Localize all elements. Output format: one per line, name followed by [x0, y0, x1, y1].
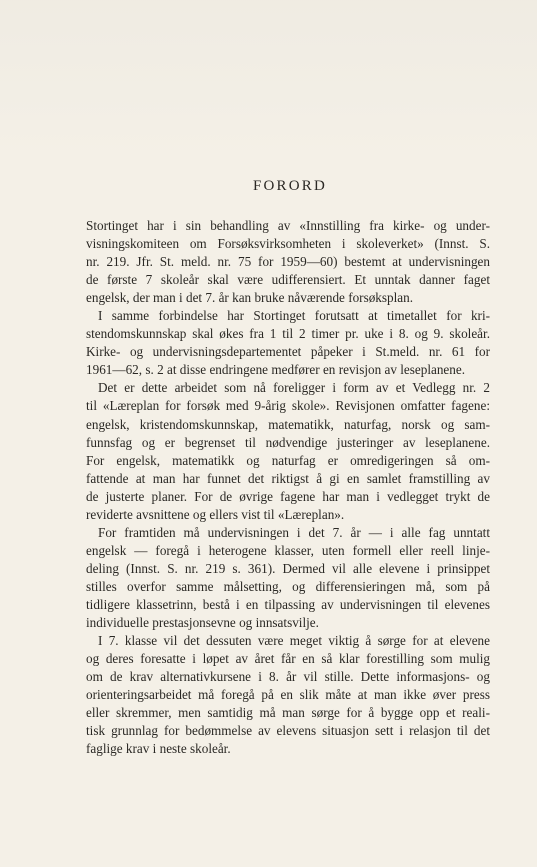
- text-line: tidligere klassetrinn, bestå i en tilpassing av undervisningen til elevenes: [86, 596, 490, 612]
- text-line: 1961—62, s. 2 at disse endringene medfører en revisjon av leseplanene.: [86, 362, 466, 378]
- text-line: fattende at man har funnet det riktigst å gi en samlet framstilling av: [86, 470, 490, 486]
- text-line: engelsk, der man i det 7. år kan bruke nåværende forsøksplan.: [86, 290, 414, 306]
- page-title: FORORD: [252, 178, 328, 194]
- text-line: stilles overfor samme målsetting, og differensieringen må, som på: [86, 578, 490, 594]
- text-line: reviderte avsnittene og ellers vist til «Læreplan».: [86, 506, 345, 522]
- text-line: de første 7 skoleår skal være udifferensiert. Et unntak danner faget: [86, 272, 490, 288]
- text-line: faglige krav i neste skoleår.: [86, 741, 231, 757]
- paragraph: [86, 307, 490, 379]
- paragraph: [86, 379, 490, 523]
- text-line: visningskomiteen om Forsøksvirksomheten i skoleverket» (Innst. S.: [86, 236, 490, 252]
- text-line: individuelle prestasjonsevne og innsatsvilje.: [86, 615, 319, 631]
- text-line: funnsfag og er begrenset til nødvendige justeringer av leseplanene.: [86, 434, 490, 450]
- text-line: eller skremmer, men samtidig må man sørge for å bygge opp et reali-: [86, 705, 490, 721]
- paragraph: [86, 217, 490, 307]
- text-line: Det er dette arbeidet som nå foreligger i form av et Vedlegg nr. 2: [98, 380, 490, 396]
- text-line: tisk grunnlag for bedømmelse av elevens situasjon sett i relasjon til det: [86, 723, 490, 739]
- text-line: For framtiden må undervisningen i det 7. år — i alle fag unntatt: [98, 524, 490, 540]
- text-line: Stortinget har i sin behandling av «Innstilling fra kirke- og under-: [86, 218, 490, 233]
- text-line: I samme forbindelse har Stortinget forutsatt at timetallet for kri-: [98, 308, 490, 324]
- paragraph: [86, 524, 490, 632]
- text-line: I 7. klasse vil det dessuten være meget viktig å sørge for at elevene: [98, 633, 490, 649]
- text-line: nr. 219. Jfr. St. meld. nr. 75 for 1959—60) bestemt at undervisningen: [86, 254, 490, 270]
- text-line: stendomskunnskap skal økes fra 1 til 2 timer pr. uke i 8. og 9. skoleår.: [86, 326, 490, 342]
- text-line: Kirke- og undervisningsdepartementet påpeker i St.meld. nr. 61 for: [86, 344, 490, 360]
- text-line: deling (Innst. S. nr. 219 s. 361). Dermed vil alle elevene i prinsippet: [86, 560, 490, 576]
- text-line: og deres foresatte i løpet av året får en så klar forestilling som mulig: [86, 651, 490, 667]
- text-line: orienteringsarbeidet må foregå på en slik måte at man ikke øver press: [86, 687, 490, 703]
- text-line: til «Læreplan for forsøk med 9-årig skole». Revisjonen omfatter fagene:: [86, 398, 490, 414]
- text-line: engelsk — foregå i heterogene klasser, uten formell eller reell linje-: [86, 542, 490, 558]
- body-text: [86, 217, 490, 758]
- document-page: [86, 178, 490, 758]
- paragraph: [86, 632, 490, 758]
- text-line: om de krav alternativkursene i 8. år vil stille. Dette informasjons- og: [86, 669, 490, 685]
- text-line: For engelsk, matematikk og naturfag er omredigeringen så om-: [86, 452, 490, 468]
- text-line: de justerte planer. For de øvrige fagene har man i vedlegget trykt de: [86, 488, 490, 504]
- text-line: engelsk, kristendomskunnskap, matematikk, naturfag, norsk og sam-: [86, 416, 490, 432]
- page-background-shade: [0, 0, 537, 160]
